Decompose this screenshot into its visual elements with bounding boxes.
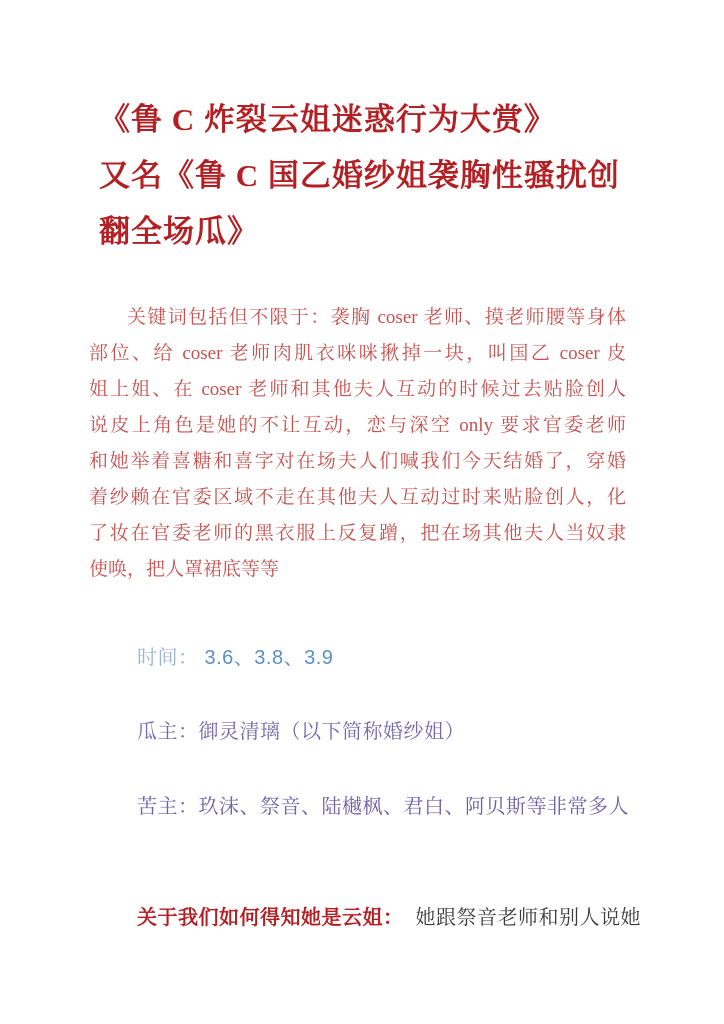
melon-host-line: 瓜主：御灵清璃（以下简称婚纱姐）	[137, 721, 465, 743]
paragraph-line: 了妆在官委老师的黑衣服上反复蹭，把在场其他夫人当奴隶	[89, 523, 626, 544]
time-row	[137, 644, 637, 672]
title-line-2: 又名《鲁 C 国乙婚纱姐袭胸性骚扰创	[99, 158, 620, 193]
paragraph-line: 使唤，把人罩裙底等等	[89, 559, 280, 580]
document-title	[99, 92, 699, 260]
time-label: 时间：	[137, 647, 199, 669]
paragraph-line: 和她举着喜糖和喜字对在场夫人们喊我们今天结婚了，穿婚	[89, 451, 626, 472]
closing-row	[137, 904, 677, 932]
closing-text: 她跟祭音老师和别人说她	[415, 907, 641, 929]
title-line-3: 翻全场瓜》	[99, 214, 259, 249]
time-values: 3.6、3.8、3.9	[204, 647, 334, 669]
paragraph-line: 着纱赖在官委区域不走在其他夫人互动过时来贴脸创人，化	[89, 487, 626, 508]
keywords-paragraph	[89, 300, 626, 588]
title-line-1: 《鲁 C 炸裂云姐迷惑行为大赏》	[99, 102, 556, 137]
paragraph-line: 部位、给 coser 老师肉肌衣咪咪揪掉一块，叫国乙 coser 皮	[89, 343, 626, 364]
paragraph-line: 关键词包括但不限于：袭胸 coser 老师、摸老师腰等身体	[127, 307, 626, 328]
closing-heading: 关于我们如何得知她是云姐：	[137, 907, 404, 929]
victims-line: 苦主：玖沫、祭音、陆樾枫、君白、阿贝斯等非常多人	[137, 796, 629, 818]
paragraph-line: 说皮上角色是她的不让互动，恋与深空 only 要求官委老师	[89, 415, 626, 436]
paragraph-line: 姐上姐、在 coser 老师和其他夫人互动的时候过去贴脸创人	[89, 379, 626, 400]
